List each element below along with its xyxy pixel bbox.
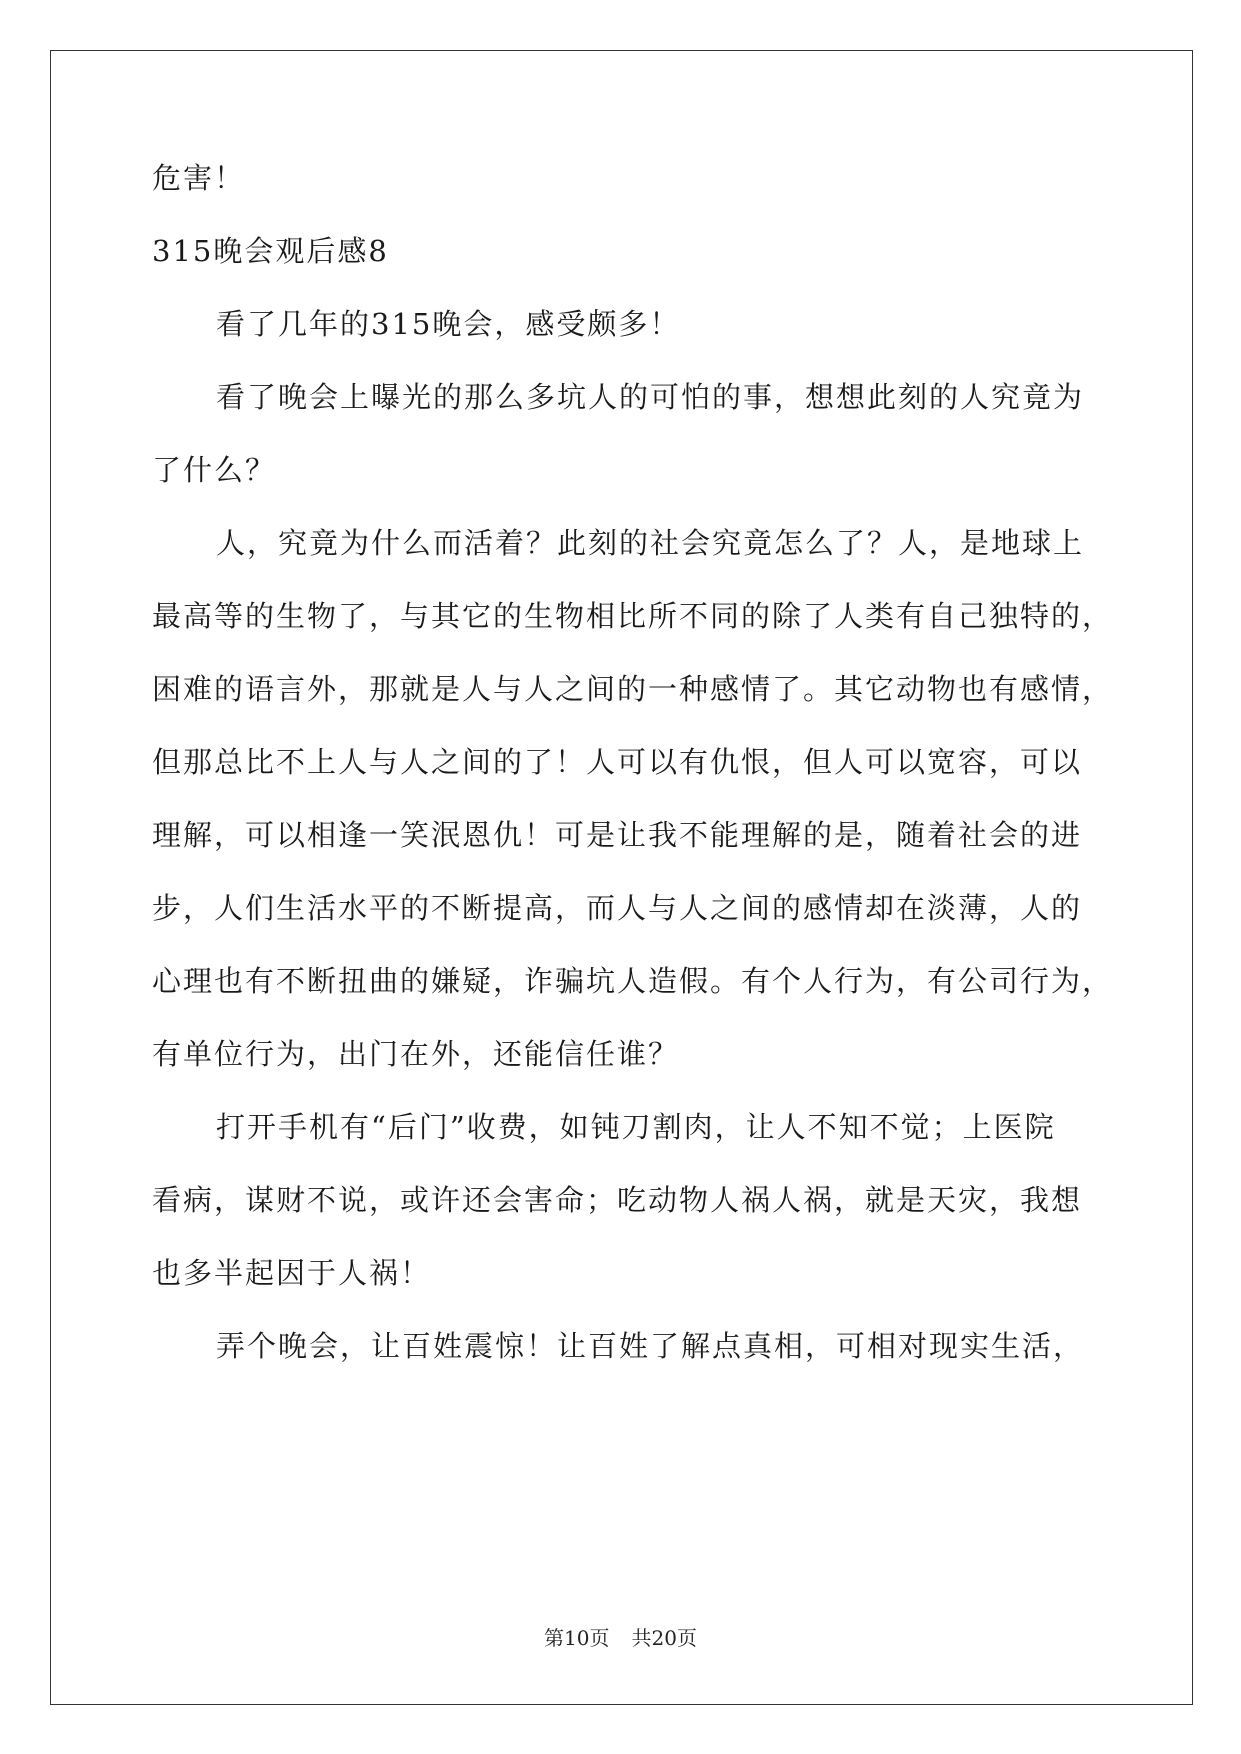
paragraph-line: 看病，谋财不说，或许还会害命；吃动物人祸人祸，就是天灾，我想	[152, 1183, 1083, 1217]
paragraph-line: 理解，可以相逢一笑泯恩仇！可是让我不能理解的是，随着社会的进	[152, 818, 1083, 852]
paragraph-line: 困难的语言外，那就是人与人之间的一种感情了。其它动物也有感情，	[152, 672, 1114, 706]
section-heading: 315晚会观后感8	[152, 234, 389, 268]
paragraph-line: 步，人们生活水平的不断提高，而人与人之间的感情却在淡薄，人的	[152, 891, 1083, 925]
paragraph-line: 了什么？	[152, 453, 277, 487]
text-line: 危害！	[152, 161, 246, 195]
page-number-current: 第10页	[544, 1626, 610, 1650]
paragraph-line: 打开手机有“后门”收费，如钝刀割肉，让人不知不觉；上医院	[216, 1110, 1056, 1144]
paragraph-line: 最高等的生物了，与其它的生物相比所不同的除了人类有自己独特的，	[152, 599, 1114, 633]
paragraph-line: 看了晚会上曝光的那么多坑人的可怕的事，想想此刻的人究竟为	[216, 380, 1085, 414]
paragraph-line: 但那总比不上人与人之间的了！人可以有仇恨，但人可以宽容，可以	[152, 745, 1083, 779]
paragraph-line: 人，究竟为什么而活着？此刻的社会究竟怎么了？人，是地球上	[216, 526, 1085, 560]
paragraph-line: 有单位行为，出门在外，还能信任谁？	[152, 1037, 680, 1071]
paragraph-line: 也多半起因于人祸！	[152, 1256, 432, 1290]
paragraph-line: 心理也有不断扭曲的嫌疑，诈骗坑人造假。有个人行为，有公司行为，	[152, 964, 1114, 998]
paragraph-line: 弄个晚会，让百姓震惊！让百姓了解点真相，可相对现实生活，	[216, 1329, 1085, 1363]
page-number-total: 共20页	[631, 1626, 697, 1650]
page-footer	[0, 1625, 1241, 1651]
paragraph-line: 看了几年的315晚会，感受颇多！	[216, 307, 681, 341]
page-border	[50, 50, 1193, 1705]
